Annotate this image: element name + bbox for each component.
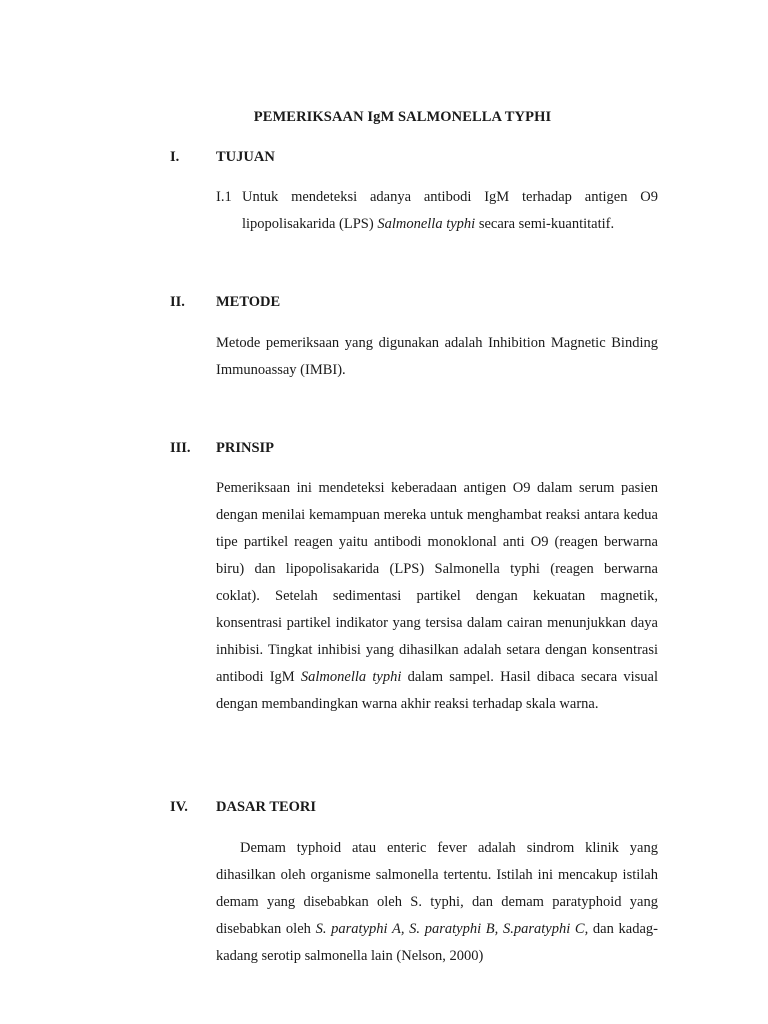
tujuan-item-number: I.1: [216, 189, 232, 205]
prinsip-paragraph: [216, 475, 658, 718]
section-heading-dasar-teori: DASAR TEORI: [216, 799, 317, 815]
tujuan-text-tail: secara semi-kuantitatif.: [475, 216, 615, 232]
tujuan-text-italic: Salmonella typhi: [377, 216, 476, 232]
section-number-metode: II.: [170, 294, 185, 310]
section-heading-metode: METODE: [216, 294, 281, 310]
section-number-prinsip: III.: [170, 440, 191, 456]
tujuan-item: [216, 184, 658, 238]
tujuan-item-text: [242, 184, 658, 238]
prinsip-text-italic: Salmonella typhi: [300, 669, 402, 685]
section-heading-prinsip: PRINSIP: [216, 440, 275, 456]
prinsip-text-tail: dalam sampel. Hasil dibaca secara visual dengan membandingkan warna akhir reaksi terhadap skala warna.: [216, 669, 658, 712]
tujuan-text-plain: lipopolisakarida (LPS): [242, 216, 378, 232]
section-number-dasar-teori: IV.: [170, 799, 188, 815]
section-heading-tujuan: TUJUAN: [216, 149, 275, 165]
dasar-teori-text-plain: Demam typhoid atau enteric fever adalah sindrom klinik yang dihasilkan oleh organisme salmonella tertentu. Istilah ini mencakup istilah demam yang disebabkan oleh S. typhi, dan demam paratyphoid yang disebabkan oleh: [216, 840, 658, 937]
tujuan-item-line-1: Untuk mendeteksi adanya antibodi IgM terhadap antigen O9: [242, 189, 658, 205]
dasar-teori-text-tail: dan kadag-kadang serotip salmonella lain (Nelson, 2000): [216, 921, 659, 964]
document-title: PEMERIKSAAN IgM SALMONELLA TYPHI: [253, 109, 552, 125]
tujuan-item-line-2: [242, 216, 614, 232]
prinsip-text-plain: Pemeriksaan ini mendeteksi keberadaan antigen O9 dalam serum pasien dengan menilai kemampuan mereka untuk menghambat reaksi antara kedua tipe partikel reagen yaitu antibodi monoklonal anti O9 (reagen berwarna biru) dan lipopolisakarida (LPS) Salmonella typhi (reagen berwarna coklat). Setelah sedimentasi partikel dengan kekuatan magnetik, konsentrasi partikel indikator yang tersisa dalam cairan menunjukkan daya inhibisi. Tingkat inhibisi yang dihasilkan adalah setara dengan konsentrasi antibodi IgM: [216, 480, 658, 685]
metode-paragraph: Metode pemeriksaan yang digunakan adalah Inhibition Magnetic Binding Immunoassay (IMBI).: [216, 335, 658, 378]
section-number-tujuan: I.: [170, 149, 180, 165]
dasar-teori-paragraph: [216, 835, 658, 970]
dasar-teori-text-italic: S. paratyphi A, S. paratyphi B, S.paratyphi C,: [315, 921, 589, 937]
